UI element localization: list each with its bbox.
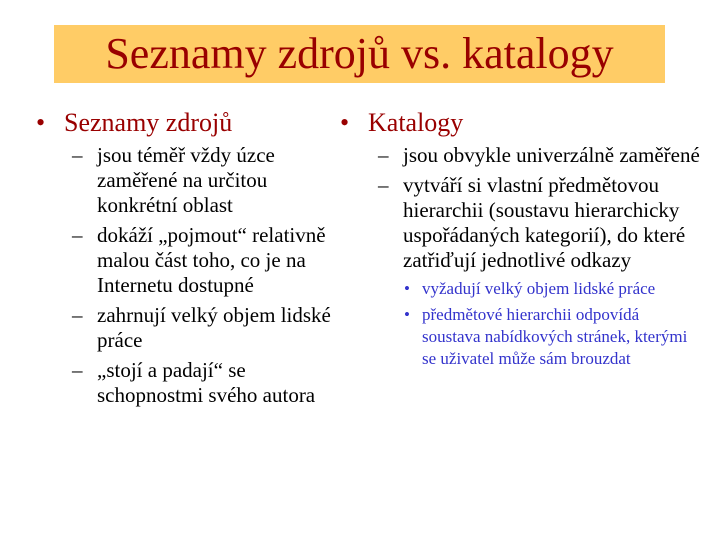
left-heading-text: Seznamy zdrojů [64,108,233,137]
list-item [72,143,336,218]
list-item-text: zahrnují velký objem lidské práce [97,303,331,352]
slide-title: Seznamy zdrojů vs. katalogy [105,29,614,78]
sub-list-item [404,304,700,370]
list-item [72,303,336,353]
dash-icon: – [72,358,83,382]
right-heading-text: Katalogy [368,108,464,137]
right-column [340,108,700,374]
small-bullet-icon: • [404,279,410,298]
left-heading [36,108,336,138]
list-item [378,173,700,273]
list-item [72,358,336,408]
dash-icon: – [72,223,83,247]
list-item-text: jsou obvykle univerzálně zaměřené [403,143,700,167]
sub-list-item-text: předmětové hierarchii odpovídá soustava nabídkových stránek, kterými se uživatel může sám brouzdat [422,305,688,368]
dash-icon: – [72,303,83,327]
dash-icon: – [378,173,389,197]
bullet-icon: • [36,108,46,137]
sub-list-item-text: vyžadují velký objem lidské práce [422,279,656,298]
list-item-text: dokáží „pojmout“ relativně malou část toho, co je na Internetu dostupné [97,223,326,297]
small-bullet-icon: • [404,305,410,324]
list-item [72,223,336,298]
right-sublist [404,278,700,370]
list-item-text: vytváří si vlastní předmětovou hierarchii (soustavu hierarchicky uspořádaných kategorií), do které zatřiďují jednotlivé odkazy [403,173,686,272]
right-list [378,143,700,273]
list-item [378,143,700,168]
list-item-text: „stojí a padají“ se schopnostmi svého autora [97,358,316,407]
left-list [72,143,336,408]
dash-icon: – [72,143,83,167]
title-banner [54,25,665,83]
bullet-icon: • [340,108,350,137]
right-heading [340,108,700,138]
left-column [36,108,336,413]
sub-list-item [404,278,700,300]
list-item-text: jsou téměř vždy úzce zaměřené na určitou konkrétní oblast [97,143,275,217]
dash-icon: – [378,143,389,167]
